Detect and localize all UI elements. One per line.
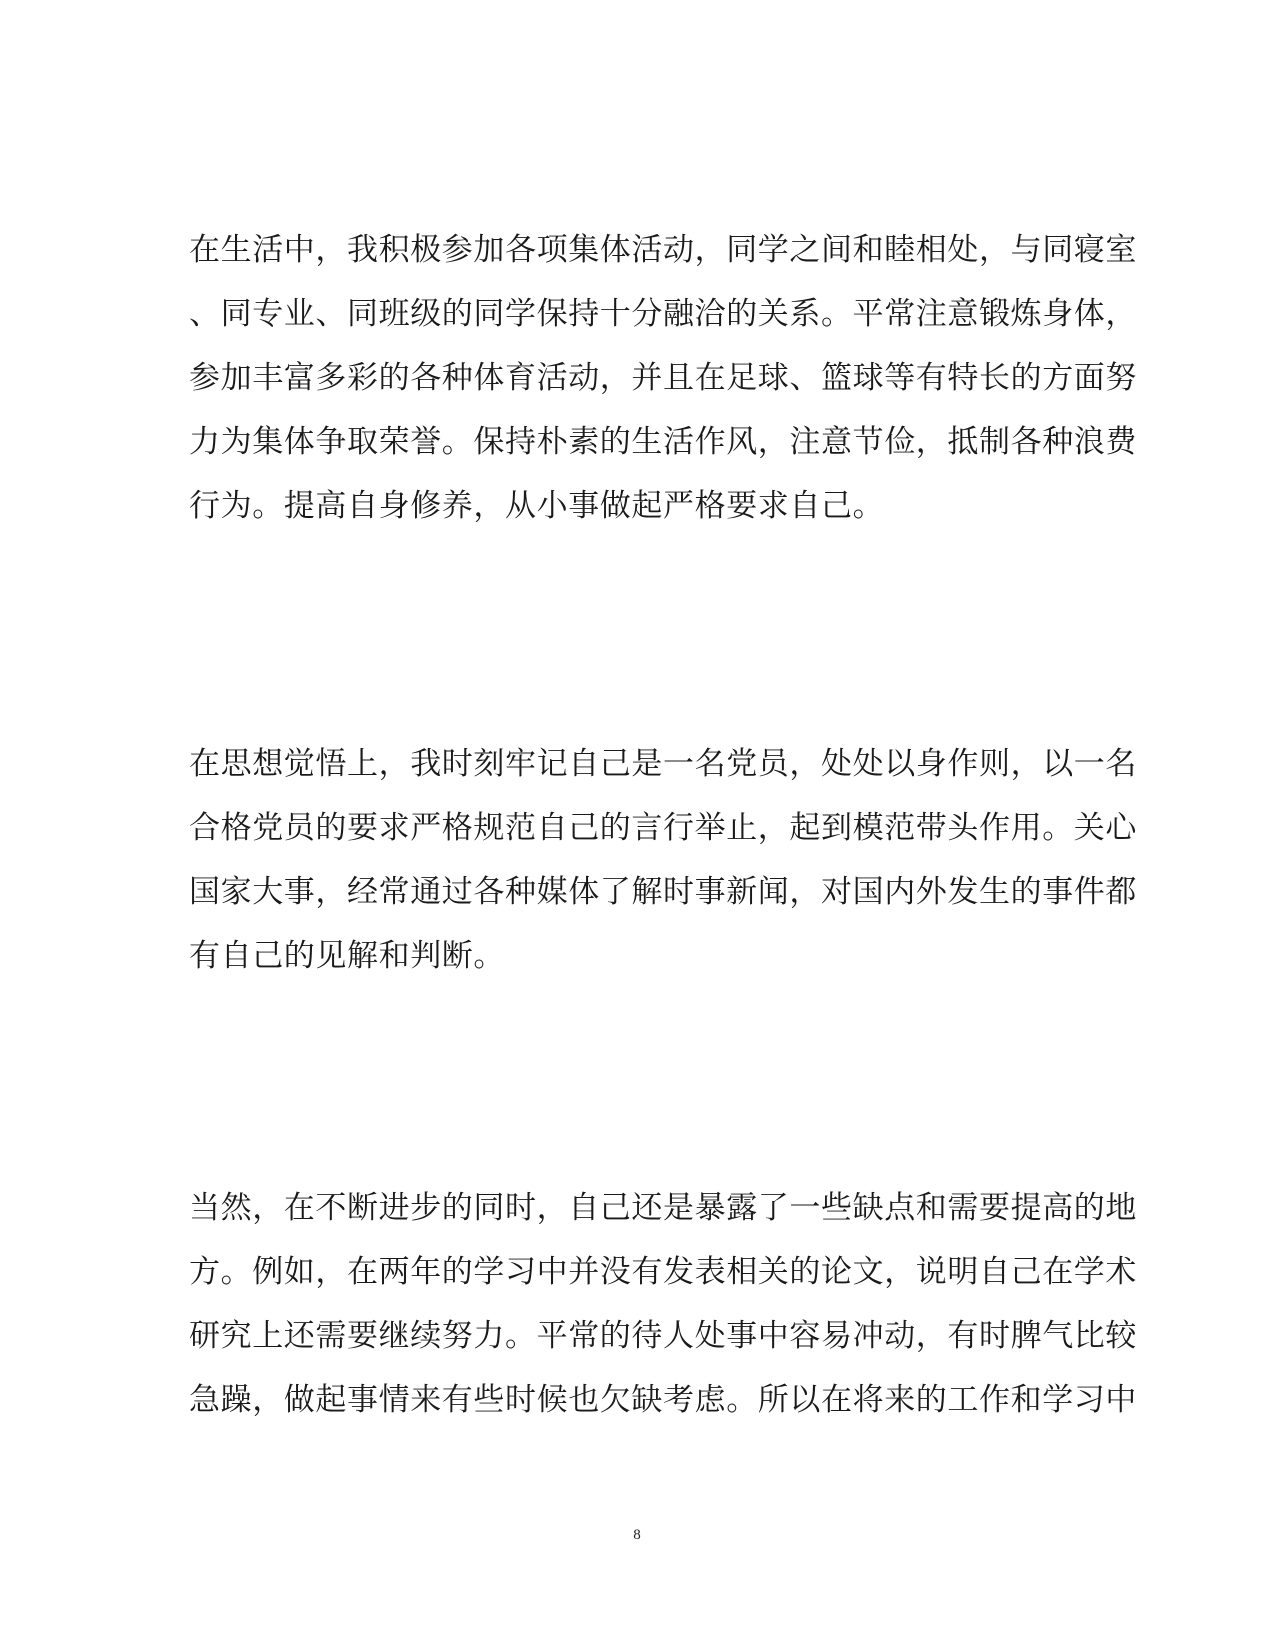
text-line: 当然，在不断进步的同时，自己还是暴露了一些缺点和需要提高的地 bbox=[189, 1190, 1137, 1226]
text-line: 国家大事，经常通过各种媒体了解时事新闻，对国内外发生的事件都 bbox=[189, 874, 1137, 910]
page-number: 8 bbox=[633, 1527, 641, 1543]
text-line: 力为集体争取荣誉。保持朴素的生活作风，注意节俭，抵制各种浪费 bbox=[189, 424, 1137, 460]
text-line: 、同专业、同班级的同学保持十分融洽的关系。平常注意锻炼身体， bbox=[189, 296, 1137, 332]
text-line: 参加丰富多彩的各种体育活动，并且在足球、篮球等有特长的方面努 bbox=[189, 360, 1137, 396]
text-line: 急躁，做起事情来有些时候也欠缺考虑。所以在将来的工作和学习中 bbox=[189, 1382, 1137, 1418]
text-line: 在思想觉悟上，我时刻牢记自己是一名党员，处处以身作则，以一名 bbox=[189, 746, 1137, 782]
paragraph-life bbox=[189, 218, 1137, 538]
paragraph-ideology bbox=[189, 732, 1137, 988]
text-line: 在生活中，我积极参加各项集体活动，同学之间和睦相处，与同寝室 bbox=[189, 232, 1137, 268]
text-line: 研究上还需要继续努力。平常的待人处事中容易冲动，有时脾气比较 bbox=[189, 1318, 1137, 1354]
text-line: 行为。提高自身修养，从小事做起严格要求自己。 bbox=[189, 488, 885, 524]
text-line: 有自己的见解和判断。 bbox=[189, 938, 505, 974]
text-line: 合格党员的要求严格规范自己的言行举止，起到模范带头作用。关心 bbox=[189, 810, 1137, 846]
text-line: 方。例如，在两年的学习中并没有发表相关的论文，说明自己在学术 bbox=[189, 1254, 1137, 1290]
paragraph-shortcomings bbox=[189, 1176, 1137, 1432]
